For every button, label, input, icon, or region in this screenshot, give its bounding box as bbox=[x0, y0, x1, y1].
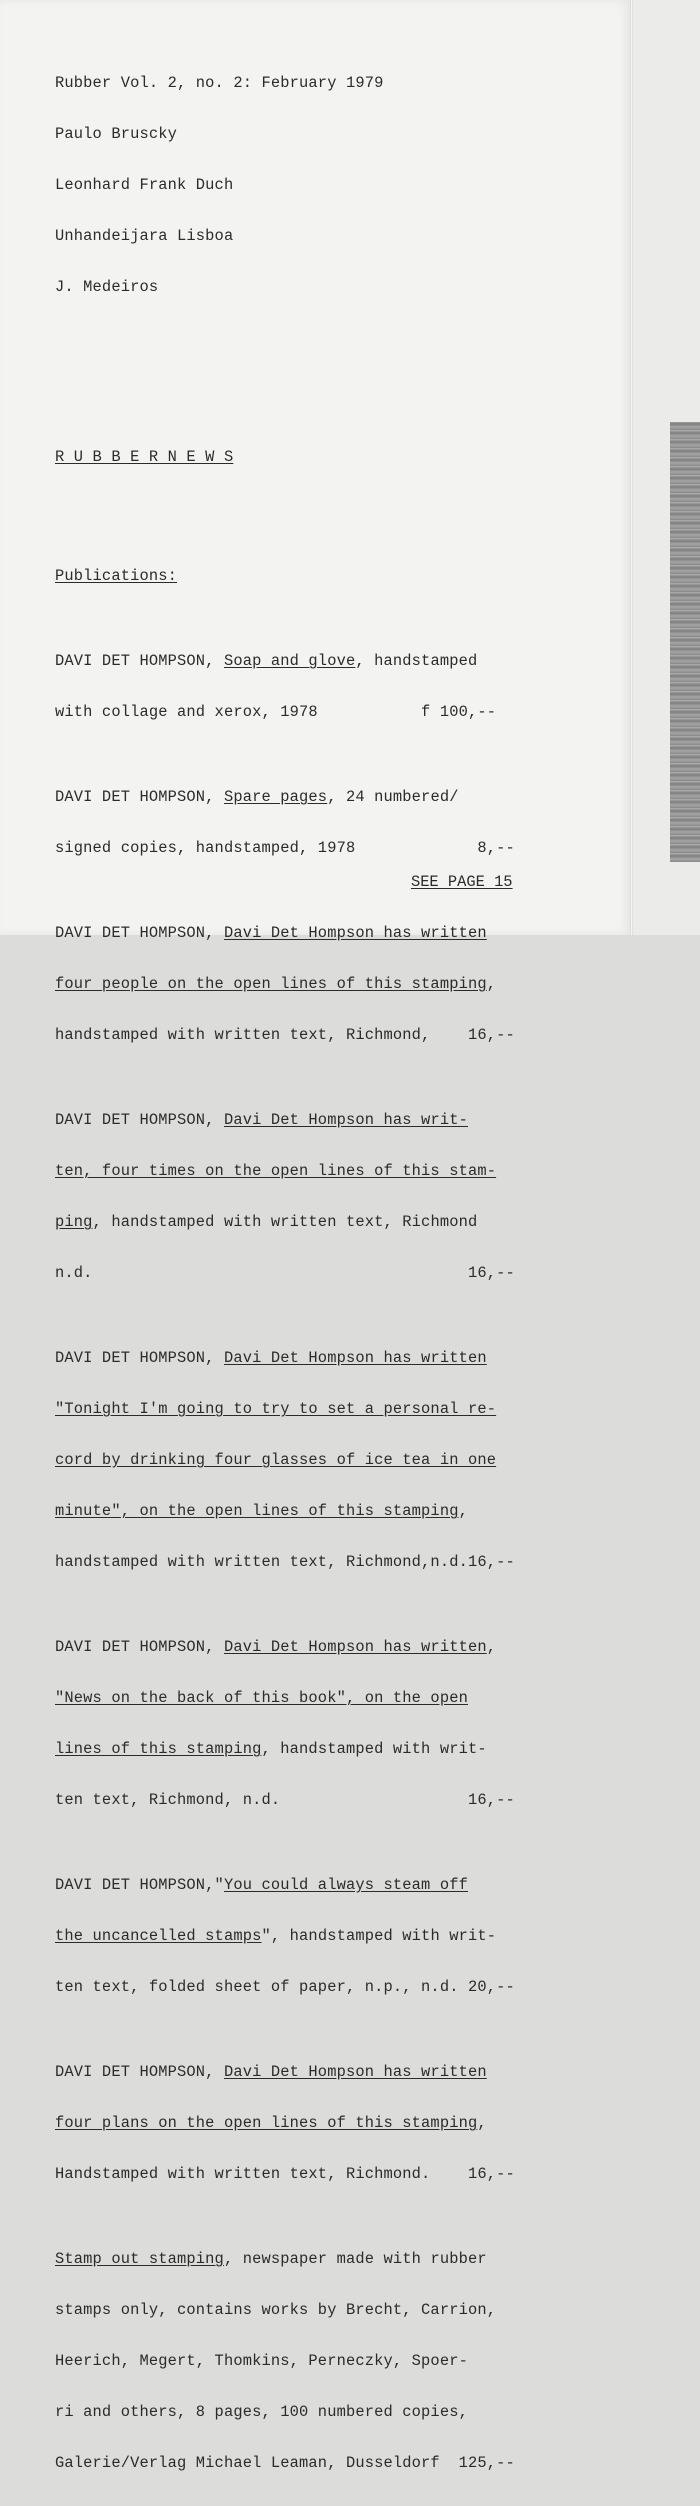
publications-heading: Publications: bbox=[55, 567, 178, 585]
entry-title: minute", on the open lines of this stamping bbox=[55, 1502, 459, 1520]
entry-line: ten text, Richmond, n.d. 16,-- bbox=[55, 1791, 515, 1809]
entry-line: lines of this stamping, handstamped with writ- bbox=[55, 1740, 487, 1758]
entry-line: the uncancelled stamps", handstamped with writ- bbox=[55, 1927, 497, 1945]
header-line: Unhandeijara Lisboa bbox=[55, 227, 234, 245]
entry-line: signed copies, handstamped, 1978 8,-- bbox=[55, 839, 515, 857]
entry-line: ten text, folded sheet of paper, n.p., n.d. 20,-- bbox=[55, 1978, 515, 1996]
entry-title: Davi Det Hompson has writ- bbox=[223, 1111, 468, 1129]
entry-title: Spare pages bbox=[223, 788, 328, 806]
section-title: R U B B E R N E W S bbox=[55, 448, 234, 466]
entry-line: ping, handstamped with written text, Richmond bbox=[55, 1213, 478, 1231]
entry-line bbox=[55, 1452, 515, 1469]
entry-title: "News on the back of this book", on the open bbox=[55, 1689, 468, 1707]
entry-line: n.d. 16,-- bbox=[55, 1264, 515, 1282]
entry-line bbox=[55, 1401, 515, 1418]
entry-line: stamps only, contains works by Brecht, Carrion, bbox=[55, 2301, 497, 2319]
entry-title: Stamp out stamping bbox=[55, 2250, 224, 2268]
entry-line: handstamped with written text, Richmond,n.d.16,-- bbox=[55, 1553, 515, 1571]
entry-line: DAVI DET HOMPSON, Spare pages, 24 numbered/ bbox=[55, 788, 459, 806]
entry-title: Davi Det Hompson has written bbox=[223, 2063, 487, 2081]
entry-line: Handstamped with written text, Richmond. 16,-- bbox=[55, 2165, 515, 2183]
see-page-link[interactable]: SEE PAGE 15 bbox=[410, 873, 513, 891]
entry-title: Davi Det Hompson has written bbox=[223, 924, 487, 942]
entry-title: You could always steam off bbox=[223, 1876, 468, 1894]
entry-line: Galerie/Verlag Michael Leaman, Dusseldorf 125,-- bbox=[55, 2454, 515, 2472]
header-line: Paulo Bruscky bbox=[55, 125, 178, 143]
entry-title: ten, four times on the open lines of this stam- bbox=[55, 1162, 497, 1180]
entry-line: with collage and xerox, 1978 f 100,-- bbox=[55, 703, 497, 721]
entry-title: the uncancelled stamps bbox=[55, 1927, 262, 1945]
header-line: Rubber Vol. 2, no. 2: February 1979 bbox=[55, 74, 384, 92]
entry-line: DAVI DET HOMPSON, Davi Det Hompson has written bbox=[55, 1349, 487, 1367]
entry-line: DAVI DET HOMPSON, Soap and glove, handstamped bbox=[55, 652, 478, 670]
adjacent-photo bbox=[670, 422, 700, 862]
entry-line: four plans on the open lines of this stamping, bbox=[55, 2114, 487, 2132]
entry-title: Davi Det Hompson has written bbox=[223, 1349, 487, 1367]
entry-line: DAVI DET HOMPSON, Davi Det Hompson has writ- bbox=[55, 1111, 468, 1129]
entry-title: "Tonight I'm going to try to set a personal re- bbox=[55, 1400, 497, 1418]
entry-line: minute", on the open lines of this stamping, bbox=[55, 1502, 468, 1520]
entry-line: DAVI DET HOMPSON,"You could always steam off bbox=[55, 1876, 468, 1894]
entry-title: four plans on the open lines of this stamping bbox=[55, 2114, 478, 2132]
header-line: J. Medeiros bbox=[55, 278, 159, 296]
header-line: Leonhard Frank Duch bbox=[55, 176, 234, 194]
entry-line bbox=[55, 1163, 515, 1180]
entry-line: four people on the open lines of this stamping, bbox=[55, 975, 497, 993]
entry-line: handstamped with written text, Richmond, 16,-- bbox=[55, 1026, 515, 1044]
entry-title: four people on the open lines of this stamping bbox=[55, 975, 487, 993]
entry-line: Stamp out stamping, newspaper made with rubber bbox=[55, 2250, 487, 2268]
entry-title: Davi Det Hompson has written bbox=[223, 1638, 487, 1656]
entry-title: cord by drinking four glasses of ice tea in one bbox=[55, 1451, 497, 1469]
entry-line: DAVI DET HOMPSON, Davi Det Hompson has written, bbox=[55, 1638, 497, 1656]
entry-title: ping bbox=[55, 1213, 93, 1231]
entry-line: DAVI DET HOMPSON, Davi Det Hompson has written bbox=[55, 2063, 487, 2081]
entry-title: Soap and glove bbox=[223, 652, 356, 670]
entry-line: Heerich, Megert, Thomkins, Perneczky, Spoer- bbox=[55, 2352, 468, 2370]
document-text bbox=[55, 41, 515, 2506]
entry-line bbox=[55, 1690, 515, 1707]
entry-title: lines of this stamping bbox=[55, 1740, 262, 1758]
entry-line: DAVI DET HOMPSON, Davi Det Hompson has written bbox=[55, 924, 487, 942]
entry-line: ri and others, 8 pages, 100 numbered copies, bbox=[55, 2403, 468, 2421]
